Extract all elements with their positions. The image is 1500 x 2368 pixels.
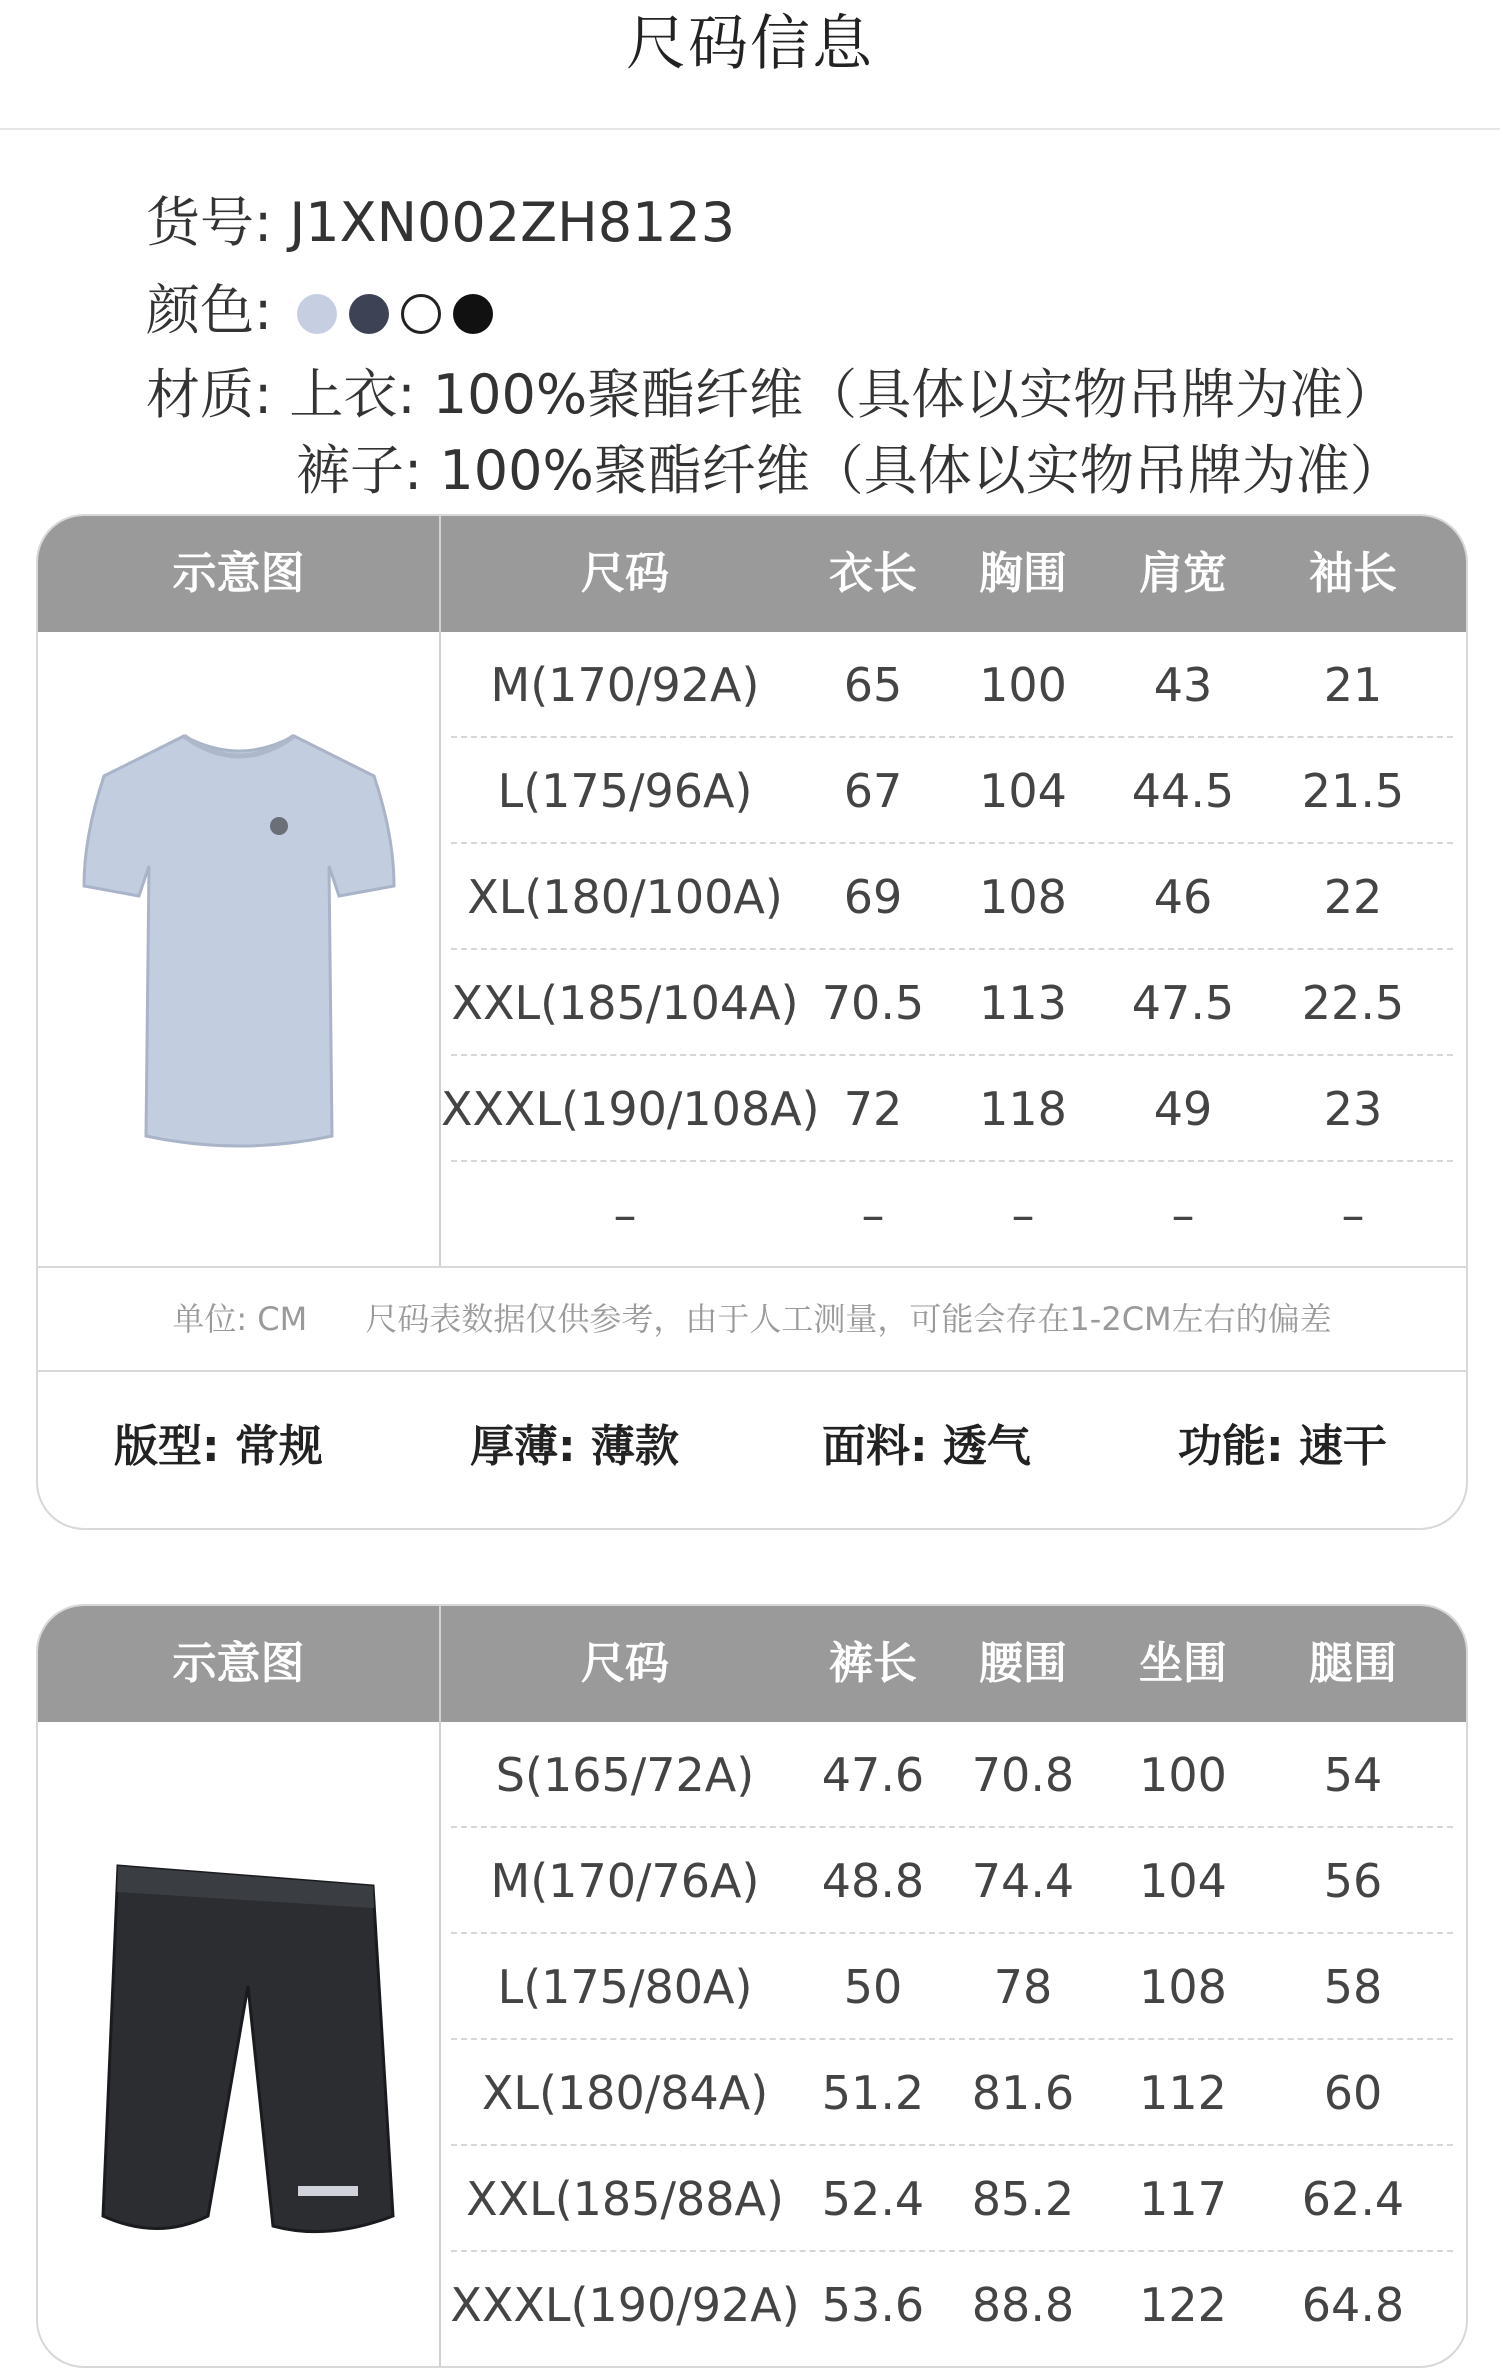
top-table-header [38, 516, 1466, 632]
bottom-header-image: 示意图 [172, 1638, 305, 1689]
value-cell: 104 [1139, 1854, 1227, 1908]
value-cell: 65 [843, 658, 903, 712]
value-cell: 100 [979, 658, 1067, 712]
color-swatch-white [401, 294, 441, 334]
size-cell: XXXL(190/108A) [441, 1082, 820, 1136]
top-header-shoulder: 肩宽 [1139, 548, 1227, 599]
value-cell: – [1011, 1188, 1035, 1242]
value-cell: 69 [843, 870, 903, 924]
value-cell: – [861, 1188, 885, 1242]
size-cell: L(175/96A) [497, 764, 753, 818]
value-cell: 51.2 [821, 2066, 925, 2120]
bottom-size-card [36, 1604, 1468, 2368]
top-header-image: 示意图 [172, 548, 305, 599]
material-top-value: 100%聚酯纤维（具体以实物吊牌为准） [432, 363, 1398, 426]
material-top-label: 上衣: [289, 363, 416, 426]
attr-fit: 版型: 常规 [114, 1421, 323, 1472]
material-top-row [146, 352, 1397, 429]
color-swatch-black [453, 294, 493, 334]
value-cell: 50 [843, 1960, 903, 2014]
size-cell: XXXL(190/92A) [450, 2278, 800, 2332]
value-cell: 70.8 [971, 1748, 1075, 1802]
bottom-header-size: 尺码 [581, 1638, 669, 1689]
color-label: 颜色: [146, 279, 273, 342]
color-swatches [297, 294, 493, 334]
value-cell: 22.5 [1301, 976, 1405, 1030]
value-cell: 49 [1153, 1082, 1213, 1136]
table-row [441, 738, 1453, 844]
bottom-header-thigh: 腿围 [1309, 1638, 1397, 1689]
value-cell: 56 [1323, 1854, 1383, 1908]
value-cell: – [1171, 1188, 1195, 1242]
table-row [441, 1162, 1453, 1268]
value-cell: 117 [1139, 2172, 1227, 2226]
value-cell: 112 [1139, 2066, 1227, 2120]
table-row [441, 2146, 1453, 2252]
value-cell: 70.5 [821, 976, 925, 1030]
value-cell: 43 [1153, 658, 1213, 712]
value-cell: 81.6 [971, 2066, 1075, 2120]
table-row [441, 1722, 1453, 1828]
page-header [0, 0, 1500, 130]
value-cell: 58 [1323, 1960, 1383, 2014]
value-cell: 85.2 [971, 2172, 1075, 2226]
product-attributes [38, 1372, 1466, 1522]
size-cell: XXL(185/104A) [451, 976, 799, 1030]
value-cell: 108 [1139, 1960, 1227, 2014]
top-header-chest: 胸围 [979, 548, 1067, 599]
sku-label: 货号: [146, 191, 273, 254]
value-cell: 46 [1153, 870, 1213, 924]
value-cell: 122 [1139, 2278, 1227, 2332]
value-cell: 104 [979, 764, 1067, 818]
attr-fabric: 面料: 透气 [822, 1421, 1031, 1472]
table-row [441, 2040, 1453, 2146]
size-cell: XXL(185/88A) [466, 2172, 784, 2226]
size-cell: – [613, 1188, 637, 1242]
value-cell: 88.8 [971, 2278, 1075, 2332]
value-cell: 64.8 [1301, 2278, 1405, 2332]
bottom-table-header [38, 1606, 1466, 1722]
table-row [441, 2252, 1453, 2358]
value-cell: 21 [1323, 658, 1383, 712]
sku-row [146, 180, 735, 257]
material-label: 材质: [146, 363, 273, 426]
size-cell: M(170/92A) [490, 658, 760, 712]
tshirt-icon [74, 716, 404, 1156]
table-row [441, 950, 1453, 1056]
value-cell: 78 [993, 1960, 1053, 2014]
size-cell: S(165/72A) [495, 1748, 755, 1802]
table-row [441, 632, 1453, 738]
table-row [441, 1056, 1453, 1162]
table-row [441, 1828, 1453, 1934]
size-cell: XL(180/84A) [481, 2066, 769, 2120]
note-unit: 单位: CM [172, 1300, 308, 1338]
bottom-header-length: 裤长 [829, 1638, 917, 1689]
bottom-header-hip: 坐围 [1139, 1638, 1227, 1689]
attr-function: 功能: 速干 [1178, 1421, 1387, 1472]
value-cell: 47.6 [821, 1748, 925, 1802]
material-pants-label: 裤子: [296, 439, 423, 502]
shorts-icon [98, 1856, 398, 2256]
note-text: 尺码表数据仅供参考，由于人工测量，可能会存在1-2CM左右的偏差 [365, 1300, 1332, 1338]
measurement-note [38, 1268, 1466, 1370]
value-cell: 53.6 [821, 2278, 925, 2332]
value-cell: 113 [979, 976, 1067, 1030]
table-row [441, 1934, 1453, 2040]
color-swatch-navy [349, 294, 389, 334]
sku-value: J1XN002ZH8123 [289, 191, 736, 254]
size-cell: L(175/80A) [497, 1960, 753, 2014]
value-cell: 100 [1139, 1748, 1227, 1802]
top-header-size: 尺码 [581, 548, 669, 599]
value-cell: 74.4 [971, 1854, 1075, 1908]
top-header-sleeve: 袖长 [1309, 548, 1397, 599]
attr-thickness: 厚薄: 薄款 [470, 1421, 679, 1472]
material-pants-value: 100%聚酯纤维（具体以实物吊牌为准） [439, 439, 1404, 502]
value-cell: 47.5 [1131, 976, 1235, 1030]
value-cell: 118 [979, 1082, 1067, 1136]
value-cell: 72 [843, 1082, 903, 1136]
table-row [441, 844, 1453, 950]
value-cell: – [1341, 1188, 1365, 1242]
size-cell: M(170/76A) [490, 1854, 760, 1908]
material-pants-row [296, 428, 1404, 505]
top-size-card [36, 514, 1468, 1530]
page-title: 尺码信息 [626, 9, 874, 79]
value-cell: 60 [1323, 2066, 1383, 2120]
color-row [146, 268, 493, 345]
top-header-length: 衣长 [829, 548, 917, 599]
value-cell: 108 [979, 870, 1067, 924]
value-cell: 54 [1323, 1748, 1383, 1802]
value-cell: 48.8 [821, 1854, 925, 1908]
value-cell: 22 [1323, 870, 1383, 924]
size-cell: XL(180/100A) [467, 870, 783, 924]
bottom-header-waist: 腰围 [979, 1638, 1067, 1689]
value-cell: 67 [843, 764, 903, 818]
value-cell: 62.4 [1301, 2172, 1405, 2226]
value-cell: 52.4 [821, 2172, 925, 2226]
value-cell: 23 [1323, 1082, 1383, 1136]
value-cell: 21.5 [1301, 764, 1405, 818]
value-cell: 44.5 [1131, 764, 1235, 818]
color-swatch-light-blue [297, 294, 337, 334]
